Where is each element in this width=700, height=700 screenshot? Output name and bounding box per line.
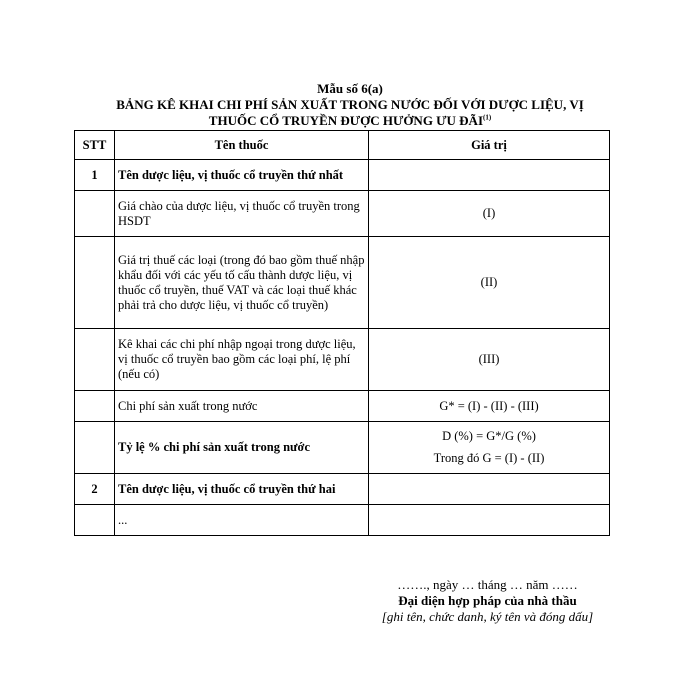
- row-stt: 2: [75, 474, 115, 505]
- form-title-line-1: BẢNG KÊ KHAI CHI PHÍ SẢN XUẤT TRONG NƯỚC ĐỐI VỚI DƯỢC LIỆU, VỊ: [116, 97, 584, 112]
- row-name: Tỷ lệ % chi phí sản xuất trong nước: [115, 422, 369, 474]
- row-stt: [75, 237, 115, 329]
- row-stt: [75, 505, 115, 536]
- form-title-line-2: [0, 113, 700, 129]
- form-header: [0, 81, 700, 129]
- table-row: [75, 505, 610, 536]
- signature-note: [ghi tên, chức danh, ký tên và đóng dấu]: [381, 609, 594, 624]
- row-name: Giá chào của dược liệu, vị thuốc cổ truyền trong HSDT: [115, 191, 369, 237]
- table-row: [75, 422, 610, 474]
- form-number: Mẫu số 6(a): [317, 81, 383, 96]
- row-stt: [75, 329, 115, 391]
- row-value: (III): [369, 329, 610, 391]
- row-value: [369, 474, 610, 505]
- row-value: [369, 505, 610, 536]
- row-stt: 1: [75, 160, 115, 191]
- signatory-title: Đại diện hợp pháp của nhà thầu: [398, 593, 577, 608]
- form-title-line-2-text: THUỐC CỔ TRUYỀN ĐƯỢC HƯỞNG ƯU ĐÃI: [208, 113, 484, 128]
- row-value: (I): [369, 191, 610, 237]
- footnote-mark: (1): [483, 113, 492, 122]
- date-line: ……., ngày … tháng … năm ……: [397, 577, 578, 592]
- row-stt: [75, 422, 115, 474]
- table-row: [75, 191, 610, 237]
- table-row: [75, 237, 610, 329]
- row-name: Tên dược liệu, vị thuốc cổ truyền thứ hai: [115, 474, 369, 505]
- table-row: [75, 474, 610, 505]
- column-header-stt: STT: [75, 131, 115, 160]
- row-stt: [75, 391, 115, 422]
- row-value: [369, 160, 610, 191]
- row-name: Kê khai các chi phí nhập ngoại trong dược liệu, vị thuốc cổ truyền bao gồm các loại phí, lệ phí (nếu có): [115, 329, 369, 391]
- row-value: [369, 422, 610, 474]
- ratio-formula-note: Trong đó G = (I) - (II): [433, 451, 545, 465]
- row-stt: [75, 191, 115, 237]
- table-row: [75, 329, 610, 391]
- cost-declaration-table: [74, 130, 610, 536]
- row-name: ...: [115, 505, 369, 536]
- row-value: (II): [369, 237, 610, 329]
- row-name: Tên dược liệu, vị thuốc cổ truyền thứ nhất: [115, 160, 369, 191]
- table-row: [75, 391, 610, 422]
- row-name: Chi phí sản xuất trong nước: [115, 391, 369, 422]
- table-row: [75, 160, 610, 191]
- row-value: G* = (I) - (II) - (III): [369, 391, 610, 422]
- column-header-value: Giá trị: [369, 131, 610, 160]
- ratio-formula: D (%) = G*/G (%): [442, 429, 536, 443]
- table-header-row: [75, 131, 610, 160]
- signature-block: [355, 577, 620, 625]
- row-name: Giá trị thuế các loại (trong đó bao gồm thuế nhập khẩu đối với các yếu tố cấu thành dược liệu, vị thuốc cổ truyền, thuế VAT và các loại thuế khác phải trả cho dược liệu, vị thuốc cổ truyền): [115, 237, 369, 329]
- column-header-name: Tên thuốc: [115, 131, 369, 160]
